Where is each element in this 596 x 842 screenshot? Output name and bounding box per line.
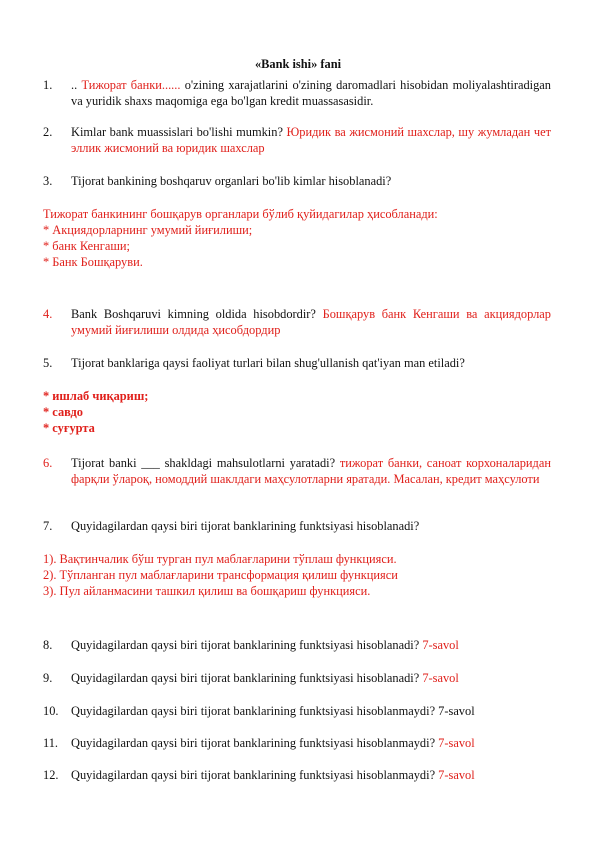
question-number: 12. <box>43 768 59 782</box>
question-text: Quyidagilardan qaysi biri tijorat banklarining funktsiyasi hisoblanmaydi? <box>71 768 439 782</box>
question-answer: Бошқарув банк Кенгаши ва акциядорлар умумий йиғилиши олдида ҳисобдордир <box>71 307 551 337</box>
answer-5-block <box>43 388 551 436</box>
question-12 <box>43 767 551 783</box>
question-text-rest: o'zining xarajatlarini o'zining daromadlari hisobidan moliyalashtiradigan va yuridik shaxs maqomiga ega bo'lgan kredit muassasasidir. <box>71 78 551 108</box>
question-answer: 7-savol <box>422 671 459 685</box>
answer-line: * суғурта <box>43 421 95 435</box>
question-answer: 7-savol <box>422 638 459 652</box>
question-text: Kimlar bank muassislari bo'lishi mumkin? <box>71 125 287 139</box>
question-number: 10. <box>43 704 59 718</box>
question-1 <box>43 77 551 109</box>
question-5 <box>43 355 551 371</box>
answer-line: * Акциядорларнинг умумий йиғилиши; <box>43 223 253 237</box>
answer-line: 1). Вақтинчалик бўш турган пул маблағларини тўплаш функцияси. <box>43 552 397 566</box>
answer-3-block <box>43 206 551 270</box>
question-text: Quyidagilardan qaysi biri tijorat banklarining funktsiyasi hisoblanadi? <box>71 671 423 685</box>
answer-7-block <box>43 551 551 599</box>
question-6 <box>43 455 551 487</box>
question-text: Tijorat banklariga qaysi faoliyat turlari bilan shug'ullanish qat'iyan man etiladi? <box>71 356 465 370</box>
question-number: 6. <box>43 456 53 470</box>
question-text: Quyidagilardan qaysi biri tijorat banklarining funktsiyasi hisoblanmaydi? 7-savol <box>71 704 475 718</box>
question-10 <box>43 703 551 719</box>
question-number: 7. <box>43 519 53 533</box>
question-text: Quyidagilardan qaysi biri tijorat banklarining funktsiyasi hisoblanadi? <box>71 519 420 533</box>
answer-line: * банк Кенгаши; <box>43 239 130 253</box>
question-number: 5. <box>43 356 53 370</box>
question-number: 4. <box>43 307 53 321</box>
question-number: 8. <box>43 638 53 652</box>
question-11 <box>43 735 551 751</box>
answer-line: Тижорат банкининг бошқарув органлари бўлиб қуйидагилар ҳисобланади: <box>43 207 438 221</box>
question-number: 2. <box>43 125 53 139</box>
question-text: Bank Boshqaruvi kimning oldida hisobdordir? <box>71 307 323 321</box>
question-8 <box>43 637 551 653</box>
question-2 <box>43 124 551 156</box>
question-text: .. <box>71 78 78 92</box>
question-number: 9. <box>43 671 53 685</box>
question-answer: 7-savol <box>438 768 475 782</box>
question-7 <box>43 518 551 534</box>
question-text: Tijorat banki ___ shakldagi mahsulotlarni yaratadi? <box>71 456 340 470</box>
question-answer: тижорат банки, саноат корхоналаридан фарқли ўлароқ, номоддий шаклдаги маҳсулотларни яратади. Масалан, кредит маҳсулоти <box>71 456 551 486</box>
answer-line: 3). Пул айланмасини ташкил қилиш ва бошқариш функцияси. <box>43 584 371 598</box>
document-title: «Bank ishi» fani <box>254 57 342 71</box>
question-9 <box>43 670 551 686</box>
question-text: Quyidagilardan qaysi biri tijorat banklarining funktsiyasi hisoblanadi? <box>71 638 423 652</box>
question-answer: Юридик ва жисмоний шахслар, шу жумладан чет эллик жисмоний ва юридик шахслар <box>71 125 551 155</box>
question-text: Quyidagilardan qaysi biri tijorat banklarining funktsiyasi hisoblanmaydi? <box>71 736 439 750</box>
question-number: 1. <box>43 78 53 92</box>
question-number: 3. <box>43 174 53 188</box>
question-answer: 7-savol <box>438 736 475 750</box>
answer-line: * савдо <box>43 405 83 419</box>
question-answer: Тижорат банки...... <box>77 78 181 92</box>
question-number: 11. <box>43 736 59 750</box>
answer-line: 2). Тўпланган пул маблағларини трансформация қилиш функцияси <box>43 568 398 582</box>
answer-line: * ишлаб чиқариш; <box>43 389 149 403</box>
question-3 <box>43 173 551 189</box>
question-4 <box>43 306 551 338</box>
answer-line: * Банк Бошқаруви. <box>43 255 143 269</box>
question-text: Tijorat bankining boshqaruv organlari bo'lib kimlar hisoblanadi? <box>71 174 392 188</box>
